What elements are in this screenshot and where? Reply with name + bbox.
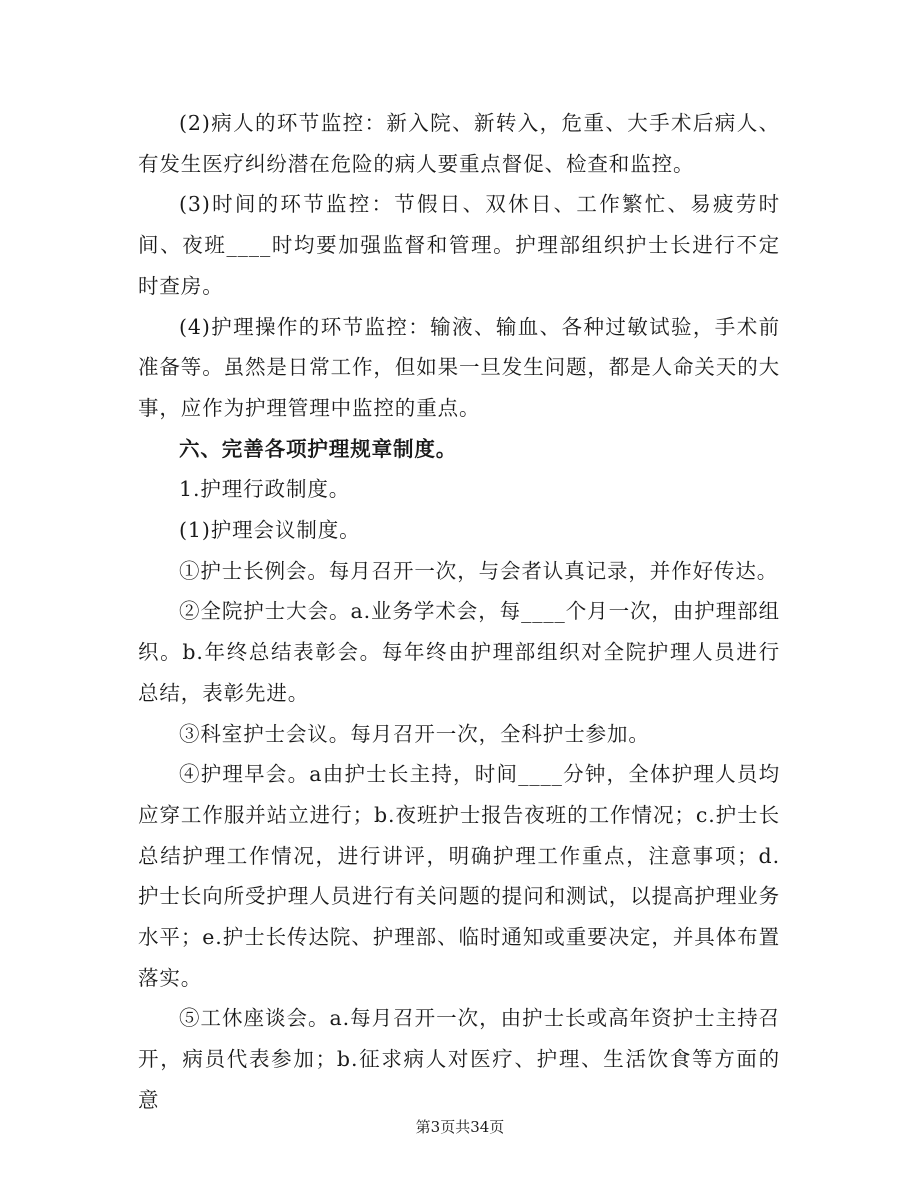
paragraph-meeting-system: (1)护理会议制度。 — [179, 518, 361, 543]
paragraph-admin-system: 1.护理行政制度。 — [179, 477, 351, 502]
paragraph-morning-meeting: ④护理早会。a由护士长主持，时间____分钟，全体护理人员均应穿工作服并站立进行；b.夜班护士报告夜班的工作情况；c.护士长总结护理工作情况，进行讲评，明确护理工作重点，注意事项；d.护士长向所受护理人员进行有关问题的提问和测试，以提高护理业务水平；e.护士长传达院、护理部、临时通知或重要决定，并具体布置落实。 — [138, 762, 780, 990]
paragraph-general-nurse-meeting: ②全院护士大会。a.业务学术会，每____个月一次，由护理部组织。b.年终总结表彰会。每年终由护理部组织对全院护理人员进行总结，表彰先进。 — [138, 599, 780, 705]
paragraph-patient-monitoring: (2)病人的环节监控：新入院、新转入，危重、大手术后病人、有发生医疗纠纷潜在危险的病人要重点督促、检查和监控。 — [138, 111, 780, 176]
page-number: 第3页共34页 — [415, 1118, 505, 1136]
paragraph-time-monitoring: (3)时间的环节监控：节假日、双休日、工作繁忙、易疲劳时间、夜班____时均要加强监督和管理。护理部组织护士长进行不定时查房。 — [138, 192, 780, 298]
paragraph-patient-forum: ⑤工休座谈会。a.每月召开一次，由护士长或高年资护士主持召开，病员代表参加；b.征求病人对医疗、护理、生活饮食等方面的意 — [138, 1006, 780, 1112]
document-body — [138, 103, 780, 1121]
paragraph-department-meeting: ③科室护士会议。每月召开一次，全科护士参加。 — [179, 721, 650, 746]
section-heading-regulations: 六、完善各项护理规章制度。 — [179, 436, 458, 461]
paragraph-head-nurse-meeting: ①护士长例会。每月召开一次，与会者认真记录，并作好传达。 — [179, 558, 779, 583]
paragraph-operation-monitoring: (4)护理操作的环节监控：输液、输血、各种过敏试验，手术前准备等。虽然是日常工作，但如果一旦发生问题，都是人命关天的大事，应作为护理管理中监控的重点。 — [138, 314, 780, 420]
